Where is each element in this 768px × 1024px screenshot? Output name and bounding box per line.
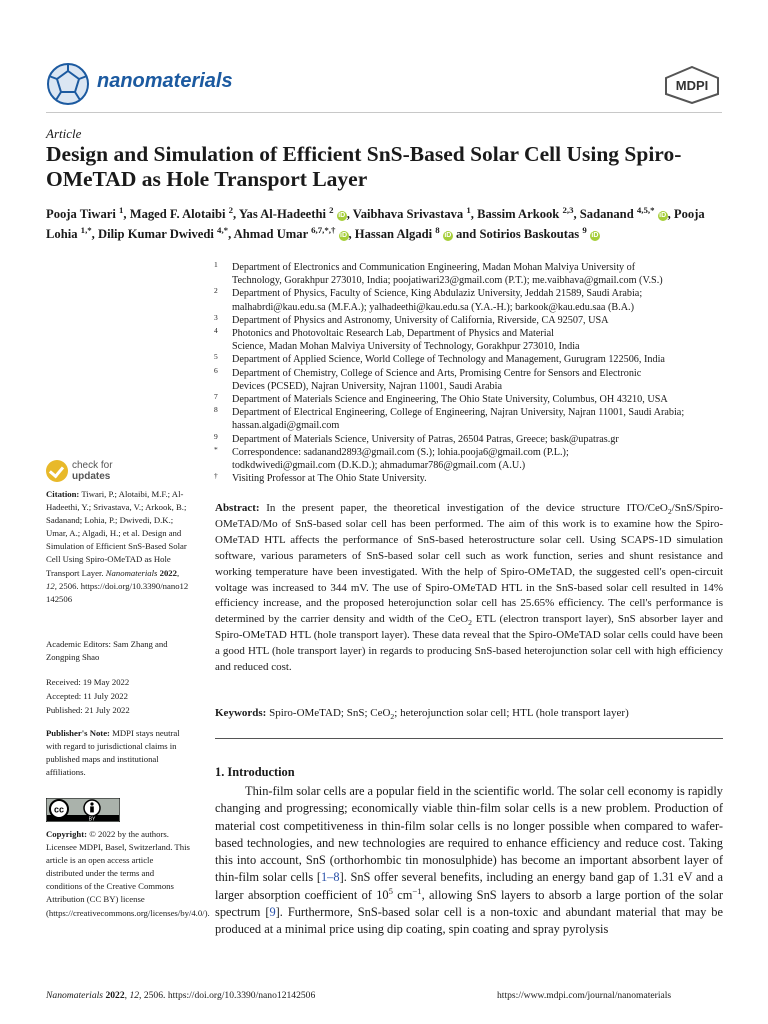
affiliation-item: [210, 472, 730, 485]
author-affiliation-marker: 6,7,*,†: [311, 224, 336, 235]
intro-text-5: ]. Furthermore, SnS-based solar cell is a non-toxic and abundant material that may be produced at a minimal price using dip coating, spin coating and spray pyrolysis: [215, 905, 723, 937]
footer-volume: 12: [129, 990, 140, 1001]
affiliation-line: hassan.algadi@gmail.com: [232, 420, 340, 432]
affiliation-line: Department of Materials Science and Engineering, The Ohio State University, Columbus, OH 43210, USA: [232, 394, 668, 406]
abstract-text-3: ETL (electron transport layer), SnS absorber layer and Spiro-OMeTAD HTL (hole transport layer). These data reveal that the Spiro-OMeTAD solar cells could have been a good HTL (hole transport layer) in regards to producing SnS-based heterojunction solar cell with high efficiency and reduced cost.: [215, 613, 723, 674]
citation-block: Citation: Tiwari, P.; Alotaibi, M.F.; Al-Hadeethi, Y.; Srivastava, V.; Arkook, B.; Sadanand; Lohia, P.; Dwivedi, D.K.; Umar, A.; Algadi, H.; et al. Design and Simulation of Efficient SnS-Based Solar Cell Using Spiro-OMeTAD as Hole Transport Layer. Nanomaterials 2022, 12, 2506. https://doi.org/10.3390/nano12142506: [46, 489, 189, 604]
published-date: Published: 21 July 2022: [46, 705, 130, 715]
affiliation-line: Technology, Gorakhpur 273010, India; poojatiwari23@gmail.com (P.T.); me.vaibhava@gmail.com (V.S.): [232, 275, 663, 287]
affiliation-number: 6: [214, 365, 218, 375]
citation-year: 2022: [159, 567, 177, 578]
affiliation-line: Department of Physics, Faculty of Science, King Abdulaziz University, Jeddah 21589, Saudi Arabia;: [232, 288, 643, 300]
author-affiliation-marker: 9: [582, 224, 587, 235]
journal-name[interactable]: nanomaterials: [97, 70, 233, 92]
citation-journal: Nanomaterials: [105, 567, 158, 578]
affiliation-line: Department of Physics and Astronomy, University of California, Riverside, CA 92507, USA: [232, 314, 609, 326]
author-affiliation-marker: 4,5,*: [636, 204, 655, 215]
affiliation-line: Department of Materials Science, University of Patras, 26504 Patras, Greece; bask@upatras.gr: [232, 433, 619, 445]
updates-label: updates: [72, 471, 111, 482]
affiliation-item: [210, 367, 730, 393]
author-name[interactable]: Maged F. Alotaibi: [129, 207, 229, 221]
footer-doi[interactable]: , 2506. https://doi.org/10.3390/nano12142506: [139, 990, 316, 1001]
author-name[interactable]: Pooja Tiwari: [46, 207, 119, 221]
author-name[interactable]: Dilip Kumar Dwivedi: [97, 227, 218, 241]
cc-by-license-icon[interactable]: [46, 798, 120, 822]
section-heading-introduction: 1. Introduction: [215, 765, 295, 779]
keywords: [215, 706, 723, 721]
affiliation-number: 8: [214, 405, 218, 415]
author-name[interactable]: Hassan Algadi: [354, 227, 436, 241]
orcid-icon[interactable]: iD: [340, 232, 347, 239]
received-date: Received: 19 May 2022: [46, 677, 130, 687]
citation-label: Citation:: [46, 489, 80, 499]
keywords-text-1: Spiro-OMeTAD; SnS; CeO: [269, 707, 391, 719]
affiliations: [210, 261, 730, 485]
affiliation-item: [210, 314, 730, 327]
introduction-paragraph: [215, 783, 723, 939]
author-affiliation-marker: 4,*: [217, 224, 229, 235]
affiliation-number: 3: [214, 312, 218, 322]
cc-by-label: BY: [88, 816, 96, 822]
affiliation-item: [210, 393, 730, 406]
author-affiliation-marker: 2: [329, 204, 334, 215]
author-list: Pooja Tiwari $^1$, Maged F. Alotaibi $^2$, Yas Al-Hadeethi $^2$ iD , Vaibhava Srivastava $^1$, Bassim Arkook $^{2,3}$, Sadanand $^{4,5,*}$ iD , Pooja Lohia $^{1,*}$, Dilip Kumar Dwivedi $^{4,*}$, Ahmad Umar $^{6,7,*,\dagger}$ iD , Hassan Algadi $^8$ iD and Sotirios Baskoutas $^9$ iD: [46, 204, 705, 241]
author-name[interactable]: Ahmad Umar: [233, 227, 312, 241]
citation-doi-link[interactable]: https://doi.org/10.3390/nano12142506: [46, 580, 189, 604]
affiliation-item: [210, 433, 730, 446]
author-affiliation-marker: 2,3: [562, 204, 574, 215]
check-for-updates-button[interactable]: [46, 460, 166, 484]
affiliation-item: [210, 261, 730, 287]
citation-link[interactable]: 1–8: [320, 870, 340, 885]
copyright-label: Copyright:: [46, 829, 88, 839]
footer-journal-url[interactable]: https://www.mdpi.com/journal/nanomaterials: [497, 990, 672, 1001]
affiliation-line: Department of Electronics and Communication Engineering, Madan Mohan Malviya University of: [232, 262, 636, 273]
author-name[interactable]: Sotirios Baskoutas: [479, 227, 583, 241]
affiliation-line: Correspondence: sadanand2893@gmail.com (S.); lohia.pooja6@gmail.com (P.L.);: [232, 446, 569, 458]
affiliation-number: 9: [214, 431, 218, 441]
check-label: check for: [72, 460, 113, 471]
svg-text:cc: cc: [53, 804, 65, 815]
orcid-icon[interactable]: iD: [444, 232, 452, 239]
subscript: 2: [667, 507, 672, 517]
citation-link[interactable]: 9: [269, 905, 276, 920]
subscript: 2: [468, 618, 473, 628]
abstract-label: Abstract:: [215, 502, 260, 514]
footer-year: 2022: [105, 990, 125, 1001]
author-affiliation-marker: 8: [435, 224, 440, 235]
author-affiliation-marker: 1,*: [80, 224, 92, 235]
author-name[interactable]: Pooja Lohia: [46, 207, 705, 241]
citation-volume: 12: [46, 580, 55, 591]
author-affiliation-marker: 2: [228, 204, 234, 215]
accepted-date: Accepted: 11 July 2022: [46, 691, 128, 701]
header-rule: [46, 112, 722, 113]
affiliation-item: [210, 327, 730, 353]
superscript: −1: [412, 885, 422, 896]
affiliation-line: todkdwivedi@gmail.com (D.K.D.); ahmadumar786@gmail.com (A.U.): [232, 460, 526, 472]
subscript: 2: [390, 712, 395, 722]
section-divider: [215, 738, 723, 739]
publisher-name: MDPI: [675, 78, 709, 93]
affiliation-number: 7: [214, 392, 218, 402]
intro-text-2: ]. SnS offer several benefits, including an energy band gap of 1.31 eV and a larger absorption coefficient of 10: [215, 870, 723, 902]
affiliation-number: *: [214, 444, 218, 454]
orcid-icon[interactable]: iD: [659, 212, 667, 219]
affiliation-number: 1: [214, 260, 218, 269]
keywords-label: Keywords:: [215, 707, 267, 719]
intro-text-3: cm: [392, 887, 413, 902]
orcid-icon[interactable]: iD: [338, 212, 346, 219]
journal-logo-icon: [46, 62, 90, 106]
abstract-text-1: In the present paper, the theoretical investigation of the device structure ITO/CeO: [266, 502, 668, 514]
publisher-note-text: MDPI stays neutral with regard to jurisdictional claims in published maps and institutional affiliations.: [46, 728, 180, 778]
author-name[interactable]: Vaibhava Srivastava: [352, 207, 467, 221]
citation-pages: , 2506.: [54, 580, 79, 591]
affiliation-line: Photonics and Photovoltaic Research Lab, Department of Physics and Material: [232, 328, 554, 340]
intro-text-1: Thin-film solar cells are a popular field in the scientific world. The solar cell economy is rapidly changing and progressing; economically viable thin-film solar cells is a new problem. Production of material cost competitiveness in thin-film solar cells is no longer possible when compared to wafer-based technologies, and new technologies are required to enhance efficiency and reduce cost. Taking this into account, SnS (orthorhombic tin monosulphide) has become an important absorbent layer of thin-film solar cells [: [215, 784, 723, 885]
superscript: 5: [388, 885, 393, 896]
article-title: Design and Simulation of Efficient SnS-Based Solar Cell Using Spiro-OMeTAD as Hole Transport Layer: [46, 142, 682, 191]
abstract: [215, 501, 723, 676]
affiliation-line: malhabrdi@kau.edu.sa (M.F.A.); yalhadeethi@kau.edu.sa (Y.A.-H.); barkook@kau.edu.saa (B.A.): [232, 301, 634, 313]
affiliation-number: 5: [214, 352, 218, 362]
author-name[interactable]: Yas Al-Hadeethi: [238, 207, 330, 221]
affiliation-item: [210, 287, 730, 313]
author-affiliation-marker: 1: [466, 204, 471, 215]
footer-journal: Nanomaterials: [46, 990, 104, 1001]
affiliation-number: 4: [214, 326, 218, 336]
publisher-note: [46, 727, 191, 779]
orcid-icon[interactable]: iD: [591, 232, 599, 239]
academic-editors: Academic Editors: Sam Zhang and Zongping Shao: [46, 639, 168, 663]
affiliation-item: [210, 446, 730, 472]
affiliation-line: Department of Electrical Engineering, College of Engineering, Najran University, Najran 11001, Saudi Arabia;: [232, 407, 685, 419]
publisher-note-label: Publisher's Note:: [46, 728, 110, 738]
affiliation-line: Science, Madan Mohan Malviya University of Technology, Gorakhpur 273010, India: [232, 341, 580, 353]
copyright-block: [46, 828, 210, 920]
affiliation-item: [210, 406, 730, 432]
keywords-text-2: ; heterojunction solar cell; HTL (hole transport layer): [394, 707, 629, 719]
intro-text-4: , allowing SnS layers to absorb a large portion of the solar spectrum [: [215, 887, 723, 920]
affiliation-line: Visiting Professor at The Ohio State University.: [232, 473, 427, 485]
author-name[interactable]: Sadanand: [579, 207, 637, 221]
affiliation-number: 2: [214, 286, 218, 296]
check-icon: [46, 460, 68, 482]
affiliation-line: Department of Applied Science, World College of Technology and Management, Gurugram 122506, India: [232, 354, 665, 366]
mdpi-logo-icon[interactable]: [663, 66, 721, 104]
affiliation-number: †: [214, 471, 218, 481]
affiliation-line: Devices (PCSED), Najran University, Najran 11001, Saudi Arabia: [232, 380, 503, 392]
copyright-text: © 2022 by the authors. Licensee MDPI, Basel, Switzerland. This article is an open access article distributed under the terms and conditions of the Creative Commons Attribution (CC BY) license (https://creativecommons.org/licenses/by/4.0/).: [46, 829, 210, 918]
article-type: Article: [46, 126, 82, 141]
author-name[interactable]: Bassim Arkook: [477, 207, 563, 221]
author-affiliation-marker: 1: [119, 204, 124, 215]
footer-citation: Nanomaterials 2022, 12, 2506. https://doi.org/10.3390/nano12142506: [46, 990, 316, 1001]
citation-text: Tiwari, P.; Alotaibi, M.F.; Al-Hadeethi, Y.; Srivastava, V.; Arkook, B.; Sadanand; Lohia, P.; Dwivedi, D.K.; Umar, A.; Algadi, H.; et al. Design and Simulation of Efficient SnS-Based Solar Cell Using Spiro-OMeTAD as Hole Transport Layer.: [46, 489, 187, 578]
affiliation-line: Department of Chemistry, College of Science and Arts, Promising Centre for Sensors and Electronic: [232, 367, 642, 379]
abstract-text-2: /SnS/Spiro-OMeTAD/Mo of SnS-based solar cell has been performed. The aim of this work is to examine how the Spiro-OMeTAD HTL affects the performance of SnS-based heterostructure solar cell. Using SCAPS-1D simulation software, various parameters of SnS-based solar cell such as work function, series and shunt resistance and working temperature have been investigated. With the help of Spiro-OMeTAD, the suggested cell's open-circuit voltage was increased to 344 mV. The use of Spiro-OMeTAD HTL in the SnS-based solar cell resulted in 14% efficiency increase, and the proposed heterojunction solar cell has 25.65% efficiency. The cell's performance is determined by the carrier density and width of the CeO: [215, 502, 724, 626]
affiliation-item: [210, 353, 730, 366]
